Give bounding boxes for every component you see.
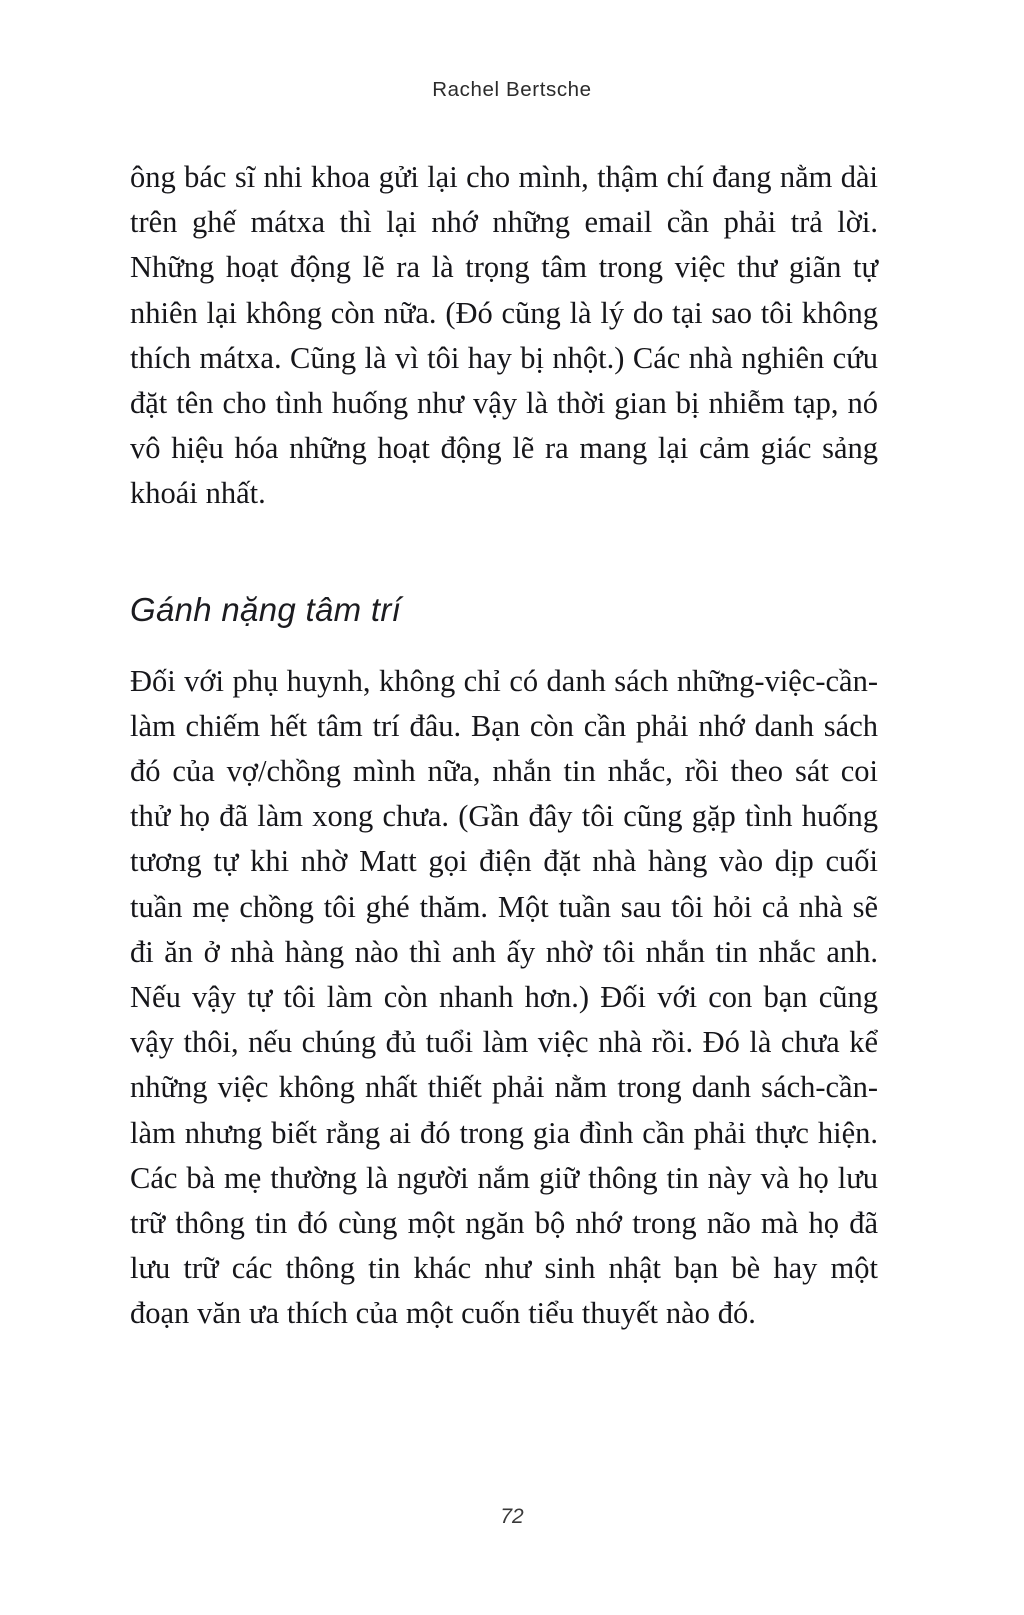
body-paragraph-2: Đối với phụ huynh, không chỉ có danh sách những-việc-cần-làm chiếm hết tâm trí đâu. Bạn còn cần phải nhớ danh sách đó của vợ/chồng mình nữa, nhắn tin nhắc, rồi theo sát coi thử họ đã làm xong chưa. (Gần đây tôi cũng gặp tình huống tương tự khi nhờ Matt gọi điện đặt nhà hàng vào dịp cuối tuần mẹ chồng tôi ghé thăm. Một tuần sau tôi hỏi cả nhà sẽ đi ăn ở nhà hàng nào thì anh ấy nhờ tôi nhắn tin nhắc anh. Nếu vậy tự tôi làm còn nhanh hơn.) Đối với con bạn cũng vậy thôi, nếu chúng đủ tuổi làm việc nhà rồi. Đó là chưa kể những việc không nhất thiết phải nằm trong danh sách-cần-làm nhưng biết rằng ai đó trong gia đình cần phải thực hiện. Các bà mẹ thường là người nắm giữ thông tin này và họ lưu trữ thông tin đó cùng một ngăn bộ nhớ trong não mà họ đã lưu trữ các thông tin khác như sinh nhật bạn bè hay một đoạn văn ưa thích của một cuốn tiểu thuyết nào đó. bbox=[130, 663, 878, 1331]
body-paragraph-1: ông bác sĩ nhi khoa gửi lại cho mình, thậm chí đang nằm dài trên ghế mátxa thì lại nhớ những email cần phải trả lời. Những hoạt động lẽ ra là trọng tâm trong việc thư giãn tự nhiên lại không còn nữa. (Đó cũng là lý do tại sao tôi không thích mátxa. Cũng là vì tôi hay bị nhột.) Các nhà nghiên cứu đặt tên cho tình huống như vậy là thời gian bị nhiễm tạp, nó vô hiệu hóa những hoạt động lẽ ra mang lại cảm giác sảng khoái nhất. bbox=[130, 160, 878, 511]
section-heading: Gánh nặng tâm trí bbox=[130, 590, 402, 628]
text-column bbox=[130, 155, 878, 1337]
page-number: 72 bbox=[500, 1505, 524, 1528]
running-header-author: Rachel Bertsche bbox=[432, 78, 592, 101]
